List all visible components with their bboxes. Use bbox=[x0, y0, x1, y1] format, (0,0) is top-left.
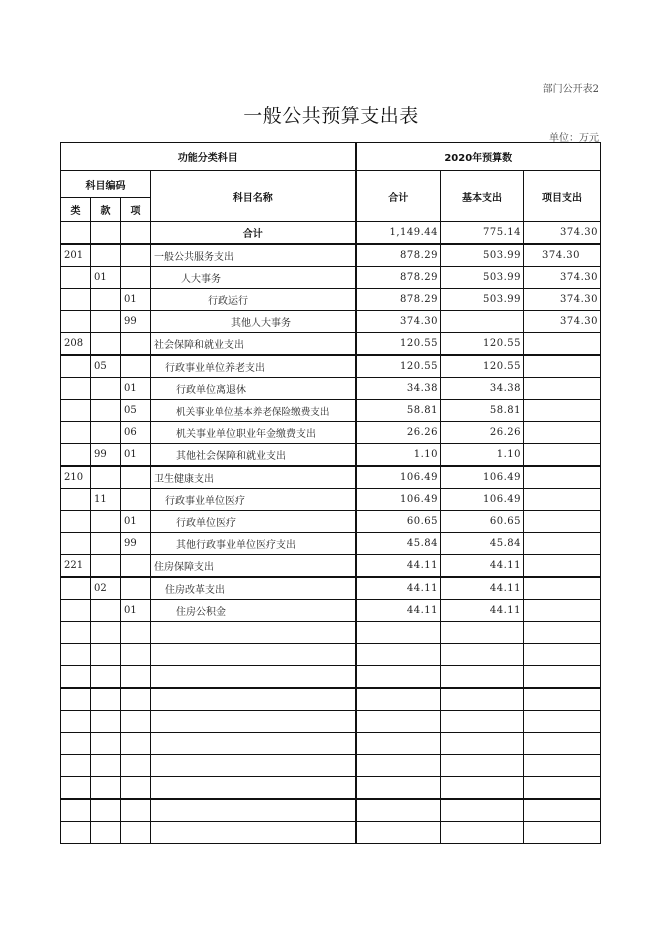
empty-cell bbox=[91, 733, 121, 755]
amount-project bbox=[524, 600, 601, 622]
code-kuan: 05 bbox=[91, 355, 121, 378]
amount-basic: 503.99 bbox=[441, 289, 524, 311]
subject-name: 住房改革支出 bbox=[151, 577, 356, 600]
code-kuan: 99 bbox=[91, 444, 121, 467]
empty-cell bbox=[441, 799, 524, 822]
empty-cell bbox=[524, 755, 601, 777]
table-row bbox=[61, 289, 601, 311]
subject-name: 社会保障和就业支出 bbox=[151, 333, 356, 356]
amount-total: 878.29 bbox=[356, 244, 441, 267]
empty-cell bbox=[91, 644, 121, 666]
empty-cell bbox=[151, 755, 356, 777]
empty-cell bbox=[524, 777, 601, 800]
subject-name: 住房保障支出 bbox=[151, 555, 356, 578]
empty-cell bbox=[61, 644, 91, 666]
amount-basic: 1.10 bbox=[441, 444, 524, 467]
empty-cell bbox=[91, 777, 121, 800]
code-kuan bbox=[91, 289, 121, 311]
empty-cell bbox=[61, 733, 91, 755]
code-xiang: 99 bbox=[121, 533, 151, 555]
table-row bbox=[61, 244, 601, 267]
header-lei: 类 bbox=[61, 198, 91, 222]
table-row bbox=[61, 422, 601, 444]
empty-cell bbox=[441, 733, 524, 755]
amount-project bbox=[524, 333, 601, 356]
code-lei bbox=[61, 289, 91, 311]
empty-cell bbox=[356, 711, 441, 733]
code-kuan bbox=[91, 533, 121, 555]
amount-project: 374.30 bbox=[524, 289, 601, 311]
amount-project bbox=[524, 533, 601, 555]
code-lei: 208 bbox=[61, 333, 91, 356]
table-row bbox=[61, 577, 601, 600]
code-xiang: 01 bbox=[121, 289, 151, 311]
amount-total: 45.84 bbox=[356, 533, 441, 555]
empty-cell bbox=[61, 688, 91, 711]
amount-basic: 34.38 bbox=[441, 378, 524, 400]
table-row bbox=[61, 444, 601, 467]
empty-cell bbox=[356, 666, 441, 689]
subject-name: 行政事业单位医疗 bbox=[151, 489, 356, 511]
code-xiang bbox=[121, 489, 151, 511]
empty-cell bbox=[61, 755, 91, 777]
amount-total: 44.11 bbox=[356, 600, 441, 622]
empty-cell bbox=[441, 622, 524, 644]
amount-project bbox=[524, 355, 601, 378]
empty-cell bbox=[61, 711, 91, 733]
empty-cell bbox=[441, 755, 524, 777]
empty-row bbox=[61, 711, 601, 733]
amount-total: 44.11 bbox=[356, 555, 441, 578]
amount-total: 1.10 bbox=[356, 444, 441, 467]
empty-cell bbox=[121, 711, 151, 733]
empty-cell bbox=[151, 644, 356, 666]
empty-cell bbox=[121, 822, 151, 844]
page-title: 一般公共预算支出表 bbox=[243, 105, 419, 127]
subject-name: 其他人大事务 bbox=[151, 311, 356, 333]
table-row bbox=[61, 511, 601, 533]
empty-cell bbox=[524, 622, 601, 644]
amount-basic: 503.99 bbox=[441, 244, 524, 267]
code-kuan: 02 bbox=[91, 577, 121, 600]
amount-total: 34.38 bbox=[356, 378, 441, 400]
total-label: 合计 bbox=[151, 222, 356, 245]
empty-cell bbox=[61, 622, 91, 644]
empty-cell bbox=[356, 688, 441, 711]
empty-cell bbox=[121, 799, 151, 822]
code-kuan bbox=[91, 400, 121, 422]
empty-cell bbox=[151, 688, 356, 711]
empty-row bbox=[61, 622, 601, 644]
amount-project: 374.30 bbox=[524, 311, 601, 333]
code-lei bbox=[61, 511, 91, 533]
amount-total: 26.26 bbox=[356, 422, 441, 444]
amount-total: 106.49 bbox=[356, 489, 441, 511]
amount-basic: 26.26 bbox=[441, 422, 524, 444]
empty-cell bbox=[524, 733, 601, 755]
empty-cell bbox=[356, 755, 441, 777]
amount-basic: 106.49 bbox=[441, 489, 524, 511]
subject-name: 其他社会保障和就业支出 bbox=[151, 444, 356, 467]
amount-total: 60.65 bbox=[356, 511, 441, 533]
table-row bbox=[61, 466, 601, 489]
code-kuan bbox=[91, 378, 121, 400]
header-subject-code: 科目编码 bbox=[61, 171, 151, 198]
amount-basic: 120.55 bbox=[441, 333, 524, 356]
amount-basic: 60.65 bbox=[441, 511, 524, 533]
empty-cell bbox=[121, 733, 151, 755]
empty-row bbox=[61, 644, 601, 666]
amount-basic: 58.81 bbox=[441, 400, 524, 422]
empty-cell bbox=[61, 822, 91, 844]
code-kuan bbox=[91, 333, 121, 356]
code-lei bbox=[61, 355, 91, 378]
code-lei: 201 bbox=[61, 244, 91, 267]
amount-basic: 44.11 bbox=[441, 555, 524, 578]
table-row bbox=[61, 333, 601, 356]
subject-name: 行政运行 bbox=[151, 289, 356, 311]
total-amount: 1,149.44 bbox=[356, 222, 441, 245]
empty-cell bbox=[121, 688, 151, 711]
empty-cell bbox=[524, 799, 601, 822]
empty-cell bbox=[524, 688, 601, 711]
empty-row bbox=[61, 666, 601, 689]
empty-cell bbox=[91, 622, 121, 644]
subject-name: 机关事业单位基本养老保险缴费支出 bbox=[151, 400, 356, 422]
header-total: 合计 bbox=[356, 171, 441, 222]
code-lei bbox=[61, 577, 91, 600]
header-function-category: 功能分类科目 bbox=[61, 143, 356, 171]
empty-cell bbox=[441, 644, 524, 666]
table-row bbox=[61, 311, 601, 333]
empty-cell bbox=[441, 777, 524, 800]
empty-cell bbox=[151, 711, 356, 733]
empty-row bbox=[61, 733, 601, 755]
table-row bbox=[61, 600, 601, 622]
empty-cell bbox=[121, 644, 151, 666]
code-lei bbox=[61, 267, 91, 289]
empty-cell bbox=[91, 822, 121, 844]
empty-cell bbox=[91, 711, 121, 733]
empty-cell bbox=[356, 622, 441, 644]
empty-cell bbox=[61, 799, 91, 822]
table-row bbox=[61, 533, 601, 555]
code-xiang: 01 bbox=[121, 511, 151, 533]
amount-total: 878.29 bbox=[356, 289, 441, 311]
code-xiang: 99 bbox=[121, 311, 151, 333]
subject-name: 住房公积金 bbox=[151, 600, 356, 622]
amount-project bbox=[524, 422, 601, 444]
empty-cell bbox=[61, 777, 91, 800]
empty-cell bbox=[356, 799, 441, 822]
amount-basic: 45.84 bbox=[441, 533, 524, 555]
code-lei bbox=[61, 378, 91, 400]
code-kuan: 01 bbox=[91, 267, 121, 289]
amount-total: 120.55 bbox=[356, 355, 441, 378]
code-lei bbox=[61, 533, 91, 555]
empty-cell bbox=[121, 622, 151, 644]
code-lei bbox=[61, 444, 91, 467]
empty-row bbox=[61, 755, 601, 777]
code-lei bbox=[61, 400, 91, 422]
empty-cell bbox=[441, 822, 524, 844]
code-kuan bbox=[91, 466, 121, 489]
amount-total: 106.49 bbox=[356, 466, 441, 489]
subject-name: 行政事业单位养老支出 bbox=[151, 355, 356, 378]
amount-total: 120.55 bbox=[356, 333, 441, 356]
empty-row bbox=[61, 688, 601, 711]
empty-cell bbox=[91, 666, 121, 689]
amount-total: 58.81 bbox=[356, 400, 441, 422]
empty-cell bbox=[91, 688, 121, 711]
code-xiang: 06 bbox=[121, 422, 151, 444]
header-xiang: 项 bbox=[121, 198, 151, 222]
empty-row bbox=[61, 777, 601, 800]
header-project-expense: 项目支出 bbox=[524, 171, 601, 222]
amount-project: 374.30 bbox=[524, 267, 601, 289]
subject-name: 其他行政事业单位医疗支出 bbox=[151, 533, 356, 555]
total-project: 374.30 bbox=[524, 222, 601, 245]
empty-cell bbox=[441, 666, 524, 689]
empty-cell bbox=[151, 733, 356, 755]
subject-name: 机关事业单位职业年金缴费支出 bbox=[151, 422, 356, 444]
code-lei bbox=[61, 311, 91, 333]
empty-cell bbox=[121, 777, 151, 800]
empty-cell bbox=[356, 822, 441, 844]
code-xiang bbox=[121, 267, 151, 289]
amount-basic: 106.49 bbox=[441, 466, 524, 489]
header-budget-year: 2020年预算数 bbox=[356, 143, 601, 171]
empty-cell bbox=[91, 755, 121, 777]
table-row bbox=[61, 378, 601, 400]
code-xiang bbox=[121, 244, 151, 267]
empty-cell bbox=[524, 666, 601, 689]
code-lei bbox=[61, 489, 91, 511]
subject-name: 人大事务 bbox=[151, 267, 356, 289]
empty-cell bbox=[356, 777, 441, 800]
empty-cell bbox=[524, 822, 601, 844]
subject-name: 行政单位离退休 bbox=[151, 378, 356, 400]
header-kuan: 款 bbox=[91, 198, 121, 222]
code-xiang bbox=[121, 466, 151, 489]
empty-cell bbox=[151, 622, 356, 644]
code-xiang bbox=[121, 355, 151, 378]
amount-project bbox=[524, 400, 601, 422]
amount-project bbox=[524, 489, 601, 511]
amount-basic bbox=[441, 311, 524, 333]
table-row bbox=[61, 400, 601, 422]
empty-cell bbox=[151, 799, 356, 822]
amount-project bbox=[524, 511, 601, 533]
unit-label: 单位：万元 bbox=[549, 133, 599, 144]
table-row bbox=[61, 555, 601, 578]
code-lei bbox=[61, 600, 91, 622]
amount-basic: 503.99 bbox=[441, 267, 524, 289]
code-kuan bbox=[91, 422, 121, 444]
amount-total: 44.11 bbox=[356, 577, 441, 600]
subject-name: 一般公共服务支出 bbox=[151, 244, 356, 267]
code-xiang: 05 bbox=[121, 400, 151, 422]
empty-cell bbox=[441, 688, 524, 711]
empty-row bbox=[61, 822, 601, 844]
table-row bbox=[61, 267, 601, 289]
amount-project bbox=[524, 444, 601, 467]
empty-cell bbox=[524, 711, 601, 733]
code-xiang: 01 bbox=[121, 444, 151, 467]
table-row bbox=[61, 489, 601, 511]
code-lei: 221 bbox=[61, 555, 91, 578]
total-basic: 775.14 bbox=[441, 222, 524, 245]
table-row bbox=[61, 355, 601, 378]
subject-name: 行政单位医疗 bbox=[151, 511, 356, 533]
empty-cell bbox=[61, 666, 91, 689]
header-subject-name: 科目名称 bbox=[151, 171, 356, 222]
empty-cell bbox=[524, 644, 601, 666]
empty-cell bbox=[151, 822, 356, 844]
empty-cell bbox=[356, 733, 441, 755]
code-lei: 210 bbox=[61, 466, 91, 489]
amount-basic: 44.11 bbox=[441, 600, 524, 622]
code-lei bbox=[61, 422, 91, 444]
empty-cell bbox=[91, 799, 121, 822]
total-row bbox=[61, 222, 601, 245]
amount-project bbox=[524, 378, 601, 400]
amount-total: 374.30 bbox=[356, 311, 441, 333]
empty-cell bbox=[121, 666, 151, 689]
amount-basic: 44.11 bbox=[441, 577, 524, 600]
budget-table bbox=[60, 142, 601, 844]
empty-cell bbox=[441, 711, 524, 733]
empty-cell bbox=[356, 644, 441, 666]
empty-row bbox=[61, 799, 601, 822]
amount-total: 878.29 bbox=[356, 267, 441, 289]
form-number: 部门公开表2 bbox=[542, 84, 599, 95]
subject-name: 卫生健康支出 bbox=[151, 466, 356, 489]
empty-cell bbox=[151, 777, 356, 800]
code-kuan bbox=[91, 244, 121, 267]
code-kuan bbox=[91, 311, 121, 333]
code-xiang: 01 bbox=[121, 600, 151, 622]
code-kuan bbox=[91, 511, 121, 533]
amount-basic: 120.55 bbox=[441, 355, 524, 378]
code-kuan bbox=[91, 600, 121, 622]
code-kuan bbox=[91, 555, 121, 578]
amount-project bbox=[524, 555, 601, 578]
code-xiang bbox=[121, 577, 151, 600]
empty-cell bbox=[121, 755, 151, 777]
amount-project bbox=[524, 577, 601, 600]
amount-project: 374.30 bbox=[524, 244, 601, 267]
code-kuan: 11 bbox=[91, 489, 121, 511]
header-basic-expense: 基本支出 bbox=[441, 171, 524, 222]
empty-cell bbox=[151, 666, 356, 689]
amount-project bbox=[524, 466, 601, 489]
code-xiang: 01 bbox=[121, 378, 151, 400]
code-xiang bbox=[121, 555, 151, 578]
code-xiang bbox=[121, 333, 151, 356]
